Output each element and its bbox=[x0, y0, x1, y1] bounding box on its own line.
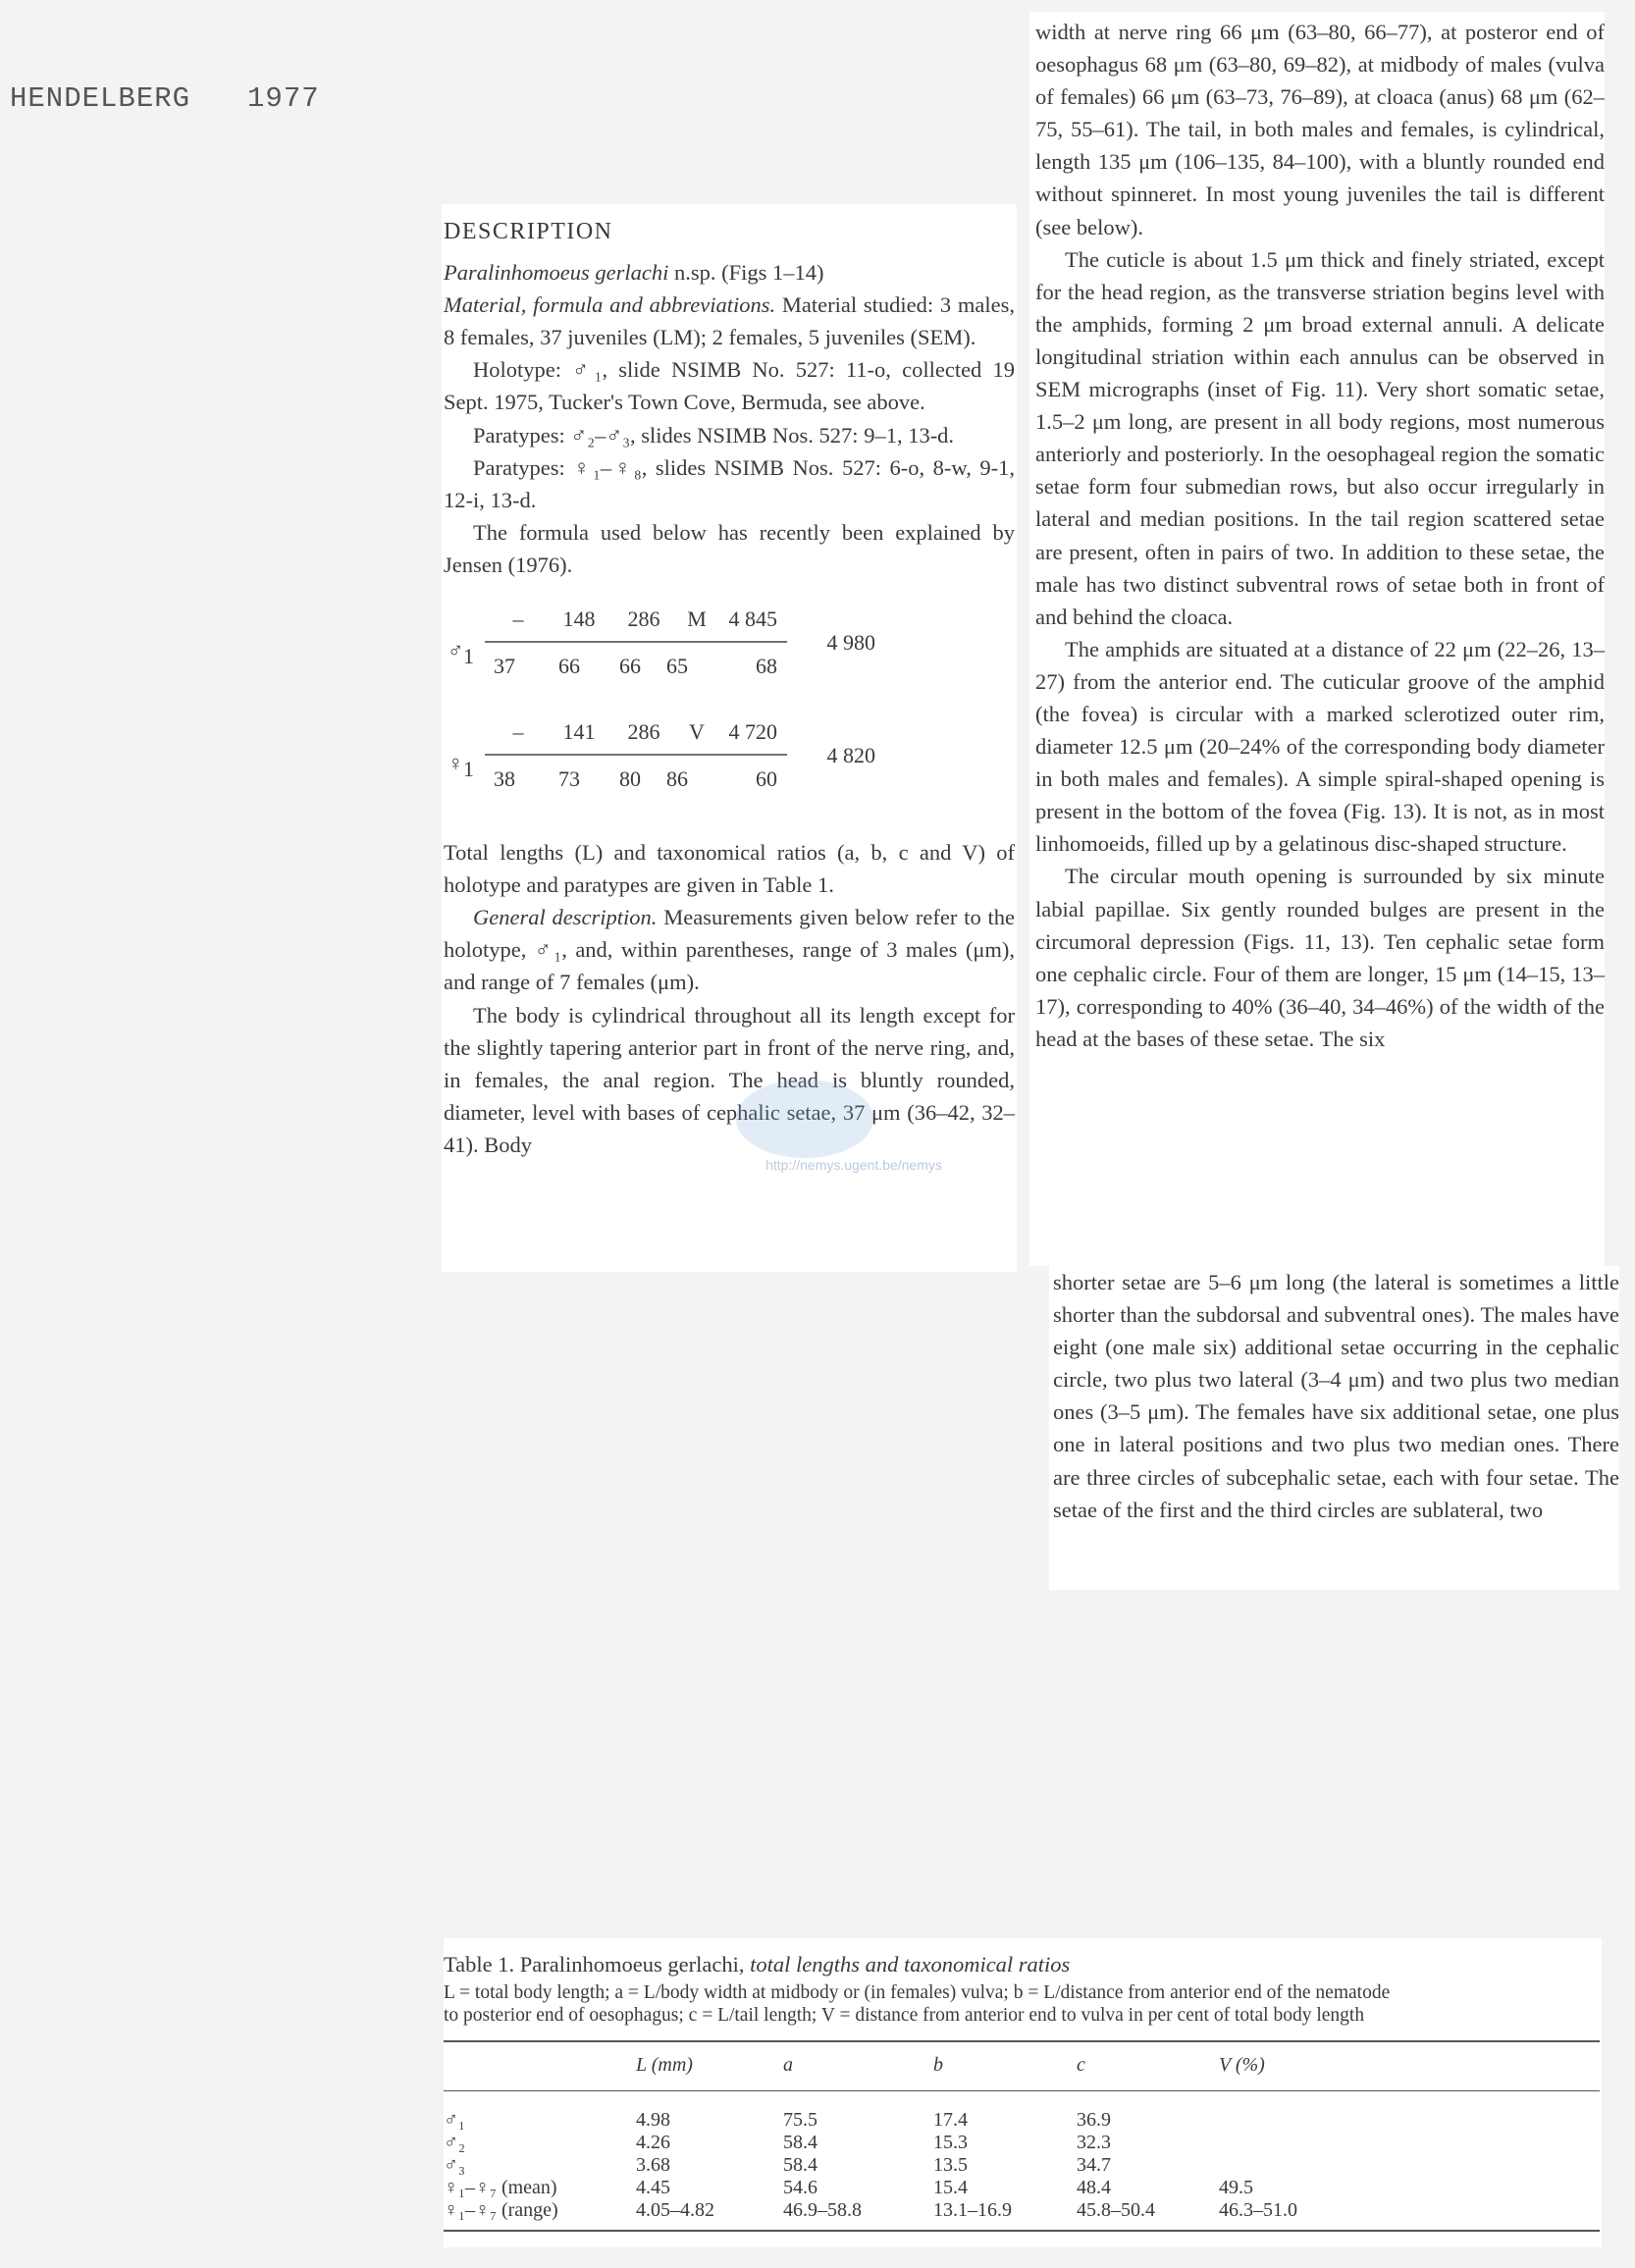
cell-c: 36.9 bbox=[1077, 2109, 1111, 2131]
table-note-line-1: L = total body length; a = L/body width at midbody or (in females) vulva; b = L/distance from anterior end of the nematode bbox=[444, 1982, 1391, 2003]
setae-paragraph: shorter setae are 5–6 μm long (the lateral is sometimes a little shorter than the subdorsal and subventral ones). The males have eight (one male six) additional setae occurring in the cephalic circle, two plus two lateral (3–4 μm) and two plus two median ones (3–5 μm). The females have six additional setae, one plus one in lateral positions and two plus two median ones. There are three circles of subcephalic setae, each with four setae. The setae of the first and the third circles are sublateral, two bbox=[1053, 1270, 1619, 1522]
cell-b: 17.4 bbox=[933, 2109, 968, 2131]
header-b: b bbox=[933, 2041, 1077, 2091]
formula-male-top-2: 286 bbox=[627, 607, 660, 632]
formula-female-label: ♀ bbox=[448, 751, 464, 776]
table-note-line-2: to posterior end of oesophagus; c = L/tail length; V = distance from anterior end to vulva in per cent of total body length bbox=[444, 2005, 1365, 2026]
cell-v bbox=[1219, 2132, 1600, 2154]
table-header-row bbox=[444, 2041, 1600, 2091]
formula-female-bottom-0: 38 bbox=[494, 766, 515, 792]
cell-v bbox=[1219, 2154, 1600, 2177]
right-column-upper bbox=[1029, 12, 1605, 1266]
header-author: HENDELBERG bbox=[10, 82, 191, 115]
formula-svg bbox=[444, 599, 1019, 820]
ratios-table bbox=[444, 2040, 1600, 2232]
header-length: L (mm) bbox=[636, 2041, 783, 2091]
cell-c: 32.3 bbox=[1077, 2132, 1111, 2153]
cell-a: 75.5 bbox=[783, 2109, 818, 2131]
formula-female-sub: 1 bbox=[463, 757, 474, 782]
formula-female-bottom-3: 86 bbox=[666, 766, 688, 792]
formula-female-bottom-4: 60 bbox=[756, 766, 777, 792]
cell-v bbox=[1219, 2091, 1600, 2133]
formula-male-total: 4 980 bbox=[826, 630, 875, 656]
page-header bbox=[10, 82, 320, 115]
cell-length: 4.26 bbox=[636, 2132, 670, 2153]
formula-female-bottom-1: 73 bbox=[558, 766, 580, 792]
cell-specimen: ♀₁–♀₇ (mean) bbox=[444, 2177, 557, 2198]
cell-a: 46.9–58.8 bbox=[783, 2199, 933, 2231]
general-description-paragraph bbox=[444, 901, 1015, 998]
cell-v: 46.3–51.0 bbox=[1219, 2199, 1600, 2231]
section-title: DESCRIPTION bbox=[444, 219, 613, 244]
formula-female-total: 4 820 bbox=[826, 743, 875, 768]
formula-intro: The formula used below has recently been explained by Jensen (1976). bbox=[444, 519, 1015, 577]
general-heading: General description. bbox=[473, 905, 658, 930]
material-text: Material studied: 3 males, 8 females, 37 juveniles (LM); 2 females, 5 juveniles (SEM). bbox=[444, 292, 1015, 350]
cuticle-paragraph: The cuticle is about 1.5 μm thick and finely striated, except for the head region, as the transverse striation begins level with the amphids, forming 2 μm broad external annuli. A delicate longitudinal striation within each annulus can be observed in SEM micrographs (inset of Fig. 11). Very short somatic setae, 1.5–2 μm long, are present in all body regions, most numerous anteriorly and posteriorly. In the oesophageal region the somatic setae form four submedian rows, but also occur irregularly in lateral and median positions. In the tail region scattered setae are present, often in pairs of two. In addition to these setae, the male has two distinct subventral rows of setae both in front of and behind the cloaca. bbox=[1035, 246, 1605, 629]
formula-female-bottom-2: 80 bbox=[619, 766, 641, 792]
formula-female-top-1: 141 bbox=[562, 719, 596, 745]
holotype-paragraph: Holotype: ♂₁, slide NSIMB No. 527: 11-o, collected 19 Sept. 1975, Tucker's Town Cove, Bermuda, see above. bbox=[444, 357, 1015, 415]
formula-female-top-0: – bbox=[512, 719, 524, 745]
description-column bbox=[442, 204, 1017, 1272]
formula-male-top-1: 148 bbox=[562, 607, 596, 632]
paratypes-male-paragraph: Paratypes: ♂₂–♂₃, slides NSIMB Nos. 527: 9–1, 13-d. bbox=[473, 422, 955, 448]
formula-male-bottom-0: 37 bbox=[494, 654, 515, 679]
cell-b: 15.4 bbox=[933, 2177, 968, 2198]
table-title-plain: Table 1. Paralinhomoeus gerlachi, bbox=[444, 1952, 751, 1977]
formula-male-bottom-3: 65 bbox=[666, 654, 688, 679]
paratypes-female-paragraph: Paratypes: ♀₁–♀₈, slides NSIMB Nos. 527: 6-o, 8-w, 9-1, 12-i, 13-d. bbox=[444, 454, 1015, 512]
formula-male-bottom-4: 68 bbox=[756, 654, 777, 679]
cell-v: 49.5 bbox=[1219, 2177, 1253, 2198]
formula-male-label: ♂ bbox=[448, 638, 464, 663]
formula-male-bottom-1: 66 bbox=[558, 654, 580, 679]
cell-specimen: ♂₂ bbox=[444, 2132, 465, 2153]
formula-female-top-4: 4 720 bbox=[728, 719, 777, 745]
material-paragraph bbox=[444, 289, 1015, 353]
cell-b: 13.1–16.9 bbox=[933, 2199, 1077, 2231]
cell-c: 48.4 bbox=[1077, 2177, 1111, 2198]
formula-male-sub: 1 bbox=[463, 644, 474, 669]
formula-male-bottom-2: 66 bbox=[619, 654, 641, 679]
table-title bbox=[444, 1952, 1596, 1978]
watermark-logo bbox=[736, 1080, 873, 1158]
formula-male-top-3: M bbox=[687, 607, 707, 632]
mouth-paragraph: The circular mouth opening is surrounded by six minute labial papillae. Six gently rounded bulges are present in the circumoral depression (Figs. 11, 13). Ten cephalic setae form one cephalic circle. Four of them are longer, 15 μm (14–15, 13–17), corresponding to 40% (36–40, 34–46%) of the width of the head at the bases of these setae. The six bbox=[1035, 864, 1605, 1051]
cell-specimen: ♂₃ bbox=[444, 2154, 465, 2176]
formula-female-top-3: V bbox=[689, 719, 705, 745]
cell-a: 54.6 bbox=[783, 2177, 818, 2198]
watermark-text: http://nemys.ugent.be/nemys bbox=[765, 1157, 942, 1173]
cell-b: 15.3 bbox=[933, 2132, 968, 2153]
table-row bbox=[444, 2177, 1600, 2199]
body-paragraph: The body is cylindrical throughout all its length except for the slightly tapering anterior part in front of the nerve ring, and, in females, the anal region. The head is bluntly rounded, diameter, level with bases of cephalic setae, 37 μm (36–42, 32–41). Body bbox=[444, 1002, 1015, 1157]
cell-c: 34.7 bbox=[1077, 2154, 1111, 2176]
cell-specimen: ♀₁–♀₇ (range) bbox=[444, 2199, 636, 2231]
table-row bbox=[444, 2154, 1600, 2177]
header-year: 1977 bbox=[247, 82, 320, 115]
species-figs: n.sp. (Figs 1–14) bbox=[668, 260, 824, 286]
total-lengths-paragraph: Total lengths (L) and taxonomical ratios (a, b, c and V) of holotype and paratypes are given in Table 1. bbox=[444, 840, 1015, 898]
table-title-italic: total lengths and taxonomical ratios bbox=[750, 1952, 1071, 1977]
cell-c: 45.8–50.4 bbox=[1077, 2199, 1219, 2231]
header-v: V (%) bbox=[1219, 2041, 1600, 2091]
formula-male-top-0: – bbox=[512, 607, 524, 632]
right-column-lower bbox=[1049, 1266, 1619, 1590]
amphids-paragraph: The amphids are situated at a distance of 22 μm (22–26, 13–27) from the anterior end. The cuticular groove of the amphid (the fovea) is circular with a marked sclerotized outer rim, diameter 12.5 μm (20–24% of the corresponding body diameter in both males and females). A simple spiral-shaped opening is present in the bottom of the fovea (Fig. 13). It is not, as in most linhomoeids, filled up by a gelatinous disc-shaped structure. bbox=[1035, 636, 1605, 857]
cell-length: 4.05–4.82 bbox=[636, 2199, 783, 2231]
cell-b: 13.5 bbox=[933, 2154, 968, 2176]
species-heading bbox=[444, 256, 1015, 289]
formula-female-top-2: 286 bbox=[627, 719, 660, 745]
cell-length: 3.68 bbox=[636, 2154, 670, 2176]
cell-a: 58.4 bbox=[783, 2154, 818, 2176]
species-name: Paralinhomoeus gerlachi bbox=[444, 260, 669, 286]
header-c: c bbox=[1077, 2041, 1219, 2091]
header-specimen bbox=[444, 2041, 636, 2091]
cell-length: 4.98 bbox=[636, 2109, 670, 2131]
table-1 bbox=[444, 1938, 1602, 2247]
formula-male-top-4: 4 845 bbox=[728, 607, 777, 632]
body-width-paragraph: width at nerve ring 66 μm (63–80, 66–77), at posteror end of oesophagus 68 μm (63–80, 69–82), at midbody of males (vulva of females) 66 μm (63–73, 76–89), at cloaca (anus) 68 μm (62–75, 55–61). The tail, in both males and females, is cylindrical, length 135 μm (106–135, 84–100), with a bluntly rounded end without spinneret. In most young juveniles the tail is different (see below). bbox=[1035, 20, 1605, 239]
cell-specimen: ♂₁ bbox=[444, 2109, 465, 2131]
table-row bbox=[444, 2091, 1600, 2133]
table-row bbox=[444, 2132, 1600, 2154]
table-note bbox=[444, 1981, 1596, 2027]
header-a: a bbox=[783, 2041, 933, 2091]
de-man-formula bbox=[444, 599, 1015, 820]
material-heading: Material, formula and abbreviations. bbox=[444, 292, 776, 318]
general-text: Measurements given below refer to the holotype, ♂₁, and, within parentheses, range of 3 males (μm), and range of 7 females (μm). bbox=[444, 905, 1016, 995]
table-row bbox=[444, 2199, 1600, 2231]
cell-a: 58.4 bbox=[783, 2132, 818, 2153]
cell-length: 4.45 bbox=[636, 2177, 670, 2198]
